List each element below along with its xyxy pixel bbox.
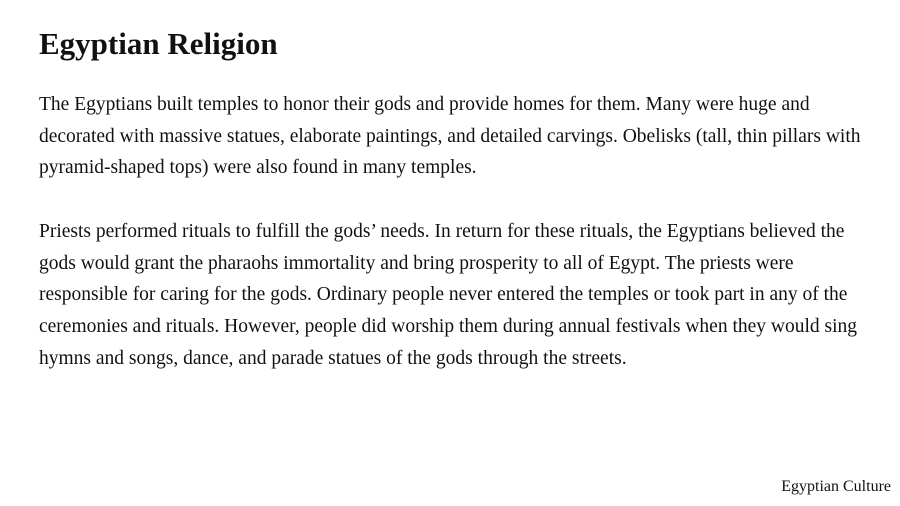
paragraph-temples: The Egyptians built temples to honor their gods and provide homes for them. Many were huge and decorated with massive statues, elaborate paintings, and detailed carvings. Obelisks (tall, thin pillars with pyramid-shaped tops) were also found in many temples.	[39, 94, 861, 179]
slide-footer: Egyptian Culture	[781, 478, 891, 495]
paragraph-spacer	[39, 184, 879, 216]
slide-title: Egyptian Religion	[39, 26, 278, 61]
paragraph-priests: Priests performed rituals to fulfill the gods’ needs. In return for these rituals, the Egyptians believed the gods would grant the pharaohs immortality and bring prosperity to all of Egypt. The priests were responsible for caring for the gods. Ordinary people never entered the temples or took part in any of the ceremonies and rituals. However, people did worship them during annual festivals when they would sing hymns and songs, dance, and parade statues of the gods through the streets.	[39, 220, 858, 369]
slide-body	[39, 89, 879, 374]
